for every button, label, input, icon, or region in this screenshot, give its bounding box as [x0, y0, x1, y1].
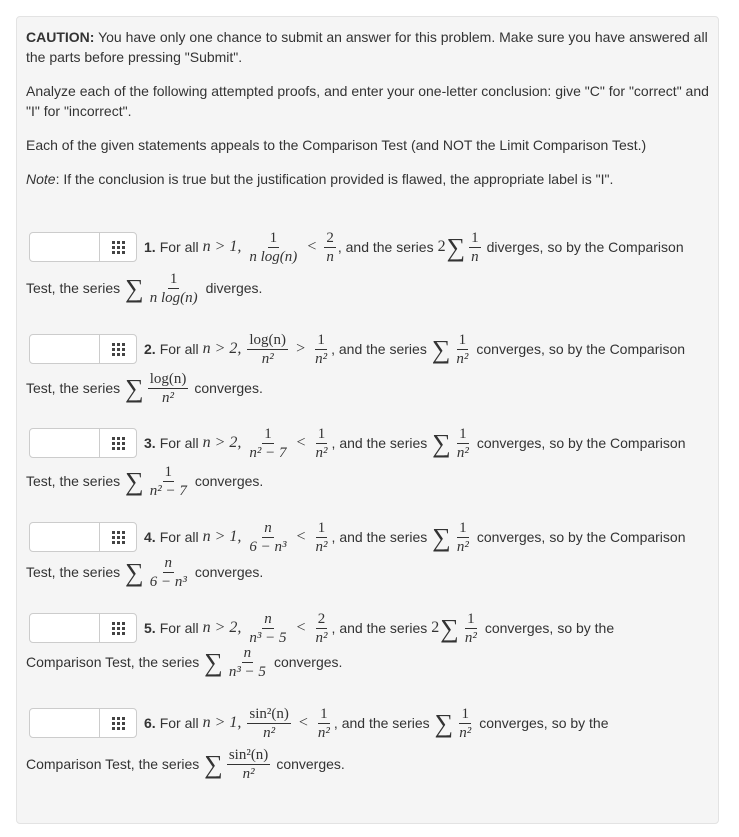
relation: < [296, 619, 306, 636]
conclusion-fraction: $\frac{\log(n)}{\text{n²}}$ [149, 370, 187, 406]
series-fraction: $\frac{1}{n}$ [471, 229, 479, 265]
test-series-text: Test, the series [26, 280, 121, 296]
lhs-fraction: $\frac{\text{sin²(n)}}{\text{n²}}$ [249, 705, 289, 741]
conclusion-fraction: $\frac{n}{\text{n³ − 5}}$ [228, 644, 266, 680]
for-all-text: For all [159, 715, 199, 731]
conclusion-fraction: $\frac{1}{\text{n log(n)}}$ [149, 270, 198, 306]
series-fraction: $\frac{1}{\text{n²}}$ [459, 705, 472, 741]
rhs-fraction: $\frac{1}{\text{n²}}$ [315, 331, 328, 367]
conclusion-fraction: $\frac{\text{sin²(n)}}{\text{n²}}$ [228, 746, 269, 782]
problem-1-line-1 [144, 229, 684, 265]
test-series-text: Test, the series [26, 473, 121, 489]
for-all-text: For all [159, 529, 199, 545]
lhs-fraction: $\frac{n}{\text{6 − n³}}$ [249, 519, 287, 555]
and-series-text: , and the series [331, 620, 428, 636]
rhs-fraction: $\frac{2}{n}$ [326, 229, 334, 265]
condition: n > 1, [202, 528, 242, 545]
and-series-text: , and the series [337, 239, 434, 255]
answer-input-6[interactable] [30, 709, 102, 737]
answer-box-2[interactable] [29, 334, 137, 364]
answer-box-1[interactable] [29, 232, 137, 262]
problem-5-line-1 [144, 610, 615, 646]
problem-number: 6. [144, 715, 156, 731]
caution-text: You have only one chance to submit an answer for this problem. Make sure you have answered all the parts before pressing "Submit". [26, 29, 708, 65]
sigma-icon: ∑ [440, 614, 459, 643]
verdict: converges, [476, 435, 546, 451]
problem-number: 5. [144, 620, 156, 636]
sigma-icon: ∑ [431, 335, 451, 364]
test-series-text: Test, the series [26, 380, 121, 396]
caution-paragraph [26, 27, 716, 67]
conclusion: converges. [276, 756, 345, 772]
verdict: converges, [476, 341, 545, 357]
grid-icon [112, 531, 125, 544]
sigma-icon: ∑ [434, 709, 454, 738]
comparison-series-text: Comparison Test, the series [26, 654, 200, 670]
sigma-icon: ∑ [432, 429, 451, 458]
sigma-icon: ∑ [204, 648, 223, 677]
problem-4-line-2 [26, 554, 264, 590]
condition: n > 2, [202, 434, 242, 451]
answer-input-3[interactable] [30, 429, 102, 457]
answer-box-6[interactable] [29, 708, 137, 738]
answer-box-3[interactable] [29, 428, 137, 458]
comparison-paragraph: Each of the given statements appeals to the Comparison Test (and NOT the Limit Comparison Test.) [26, 137, 647, 153]
lhs-fraction: $\frac{1}{\text{n log(n)}}$ [249, 229, 298, 265]
problem-3-line-2 [26, 463, 264, 499]
conclusion: diverges. [205, 280, 263, 296]
problem-4-line-1 [144, 519, 686, 555]
conclusion: converges. [194, 473, 264, 489]
sigma-icon: ∑ [125, 467, 144, 496]
and-series-text: , and the series [331, 435, 428, 451]
relation: < [307, 238, 317, 255]
answer-box-5[interactable] [29, 613, 137, 643]
conclusion-fraction: $\frac{n}{\text{6 − n³}}$ [149, 554, 187, 590]
problem-6-line-2 [26, 746, 345, 782]
problem-2-line-2 [26, 370, 263, 406]
problem-3-line-1 [144, 425, 686, 461]
series-fraction: $\frac{1}{\text{n²}}$ [464, 610, 477, 646]
so-by-text: so by the [557, 620, 615, 636]
sigma-icon: ∑ [125, 374, 144, 403]
conclusion-fraction: $\frac{1}{\text{n² − 7}}$ [149, 463, 187, 499]
relation: < [296, 528, 306, 545]
problem-2-line-1 [144, 331, 686, 367]
problem-number: 3. [144, 435, 156, 451]
problem-5-line-2 [26, 644, 343, 680]
sigma-icon: ∑ [204, 750, 223, 779]
so-by-text: so by the [551, 715, 609, 731]
and-series-text: , and the series [331, 529, 428, 545]
rhs-fraction: $\frac{1}{\text{n²}}$ [315, 425, 328, 461]
condition: n > 1, [202, 714, 242, 731]
for-all-text: For all [159, 341, 199, 357]
relation: > [296, 340, 306, 357]
lhs-fraction: $\frac{1}{\text{n² − 7}}$ [249, 425, 287, 461]
conclusion: converges. [194, 564, 264, 580]
lhs-fraction: $\frac{n}{\text{n³ − 5}}$ [249, 610, 287, 646]
rhs-fraction: $\frac{1}{\text{n²}}$ [317, 705, 330, 741]
condition: n > 1, [202, 238, 242, 255]
problem-number: 4. [144, 529, 156, 545]
conclusion: converges. [194, 380, 263, 396]
palette-button-1[interactable] [99, 233, 136, 261]
test-series-text: Test, the series [26, 564, 121, 580]
sigma-icon: ∑ [125, 274, 144, 303]
problem-6-line-1 [144, 705, 609, 741]
verdict: converges, [484, 620, 554, 636]
and-series-text: , and the series [333, 715, 430, 731]
for-all-text: For all [159, 620, 199, 636]
grid-icon [112, 717, 125, 730]
verdict: diverges, [486, 239, 544, 255]
verdict: converges, [476, 529, 546, 545]
conclusion: converges. [273, 654, 343, 670]
series-fraction: $\frac{1}{\text{n²}}$ [456, 519, 469, 555]
answer-input-5[interactable] [30, 614, 102, 642]
condition: n > 2, [202, 619, 242, 636]
sigma-icon: ∑ [446, 233, 466, 262]
problem-number: 2. [144, 341, 156, 357]
relation: < [298, 714, 308, 731]
sigma-icon: ∑ [125, 558, 144, 587]
series-coefficient: 2 [431, 619, 440, 636]
so-by-text: so by the Comparison [549, 435, 686, 451]
palette-button-6[interactable] [99, 709, 136, 737]
rhs-fraction: $\frac{2}{\text{n²}}$ [315, 610, 328, 646]
problem-number: 1. [144, 239, 156, 255]
and-series-text: , and the series [331, 341, 427, 357]
series-coefficient: 2 [437, 238, 446, 255]
so-by-text: so by the Comparison [548, 341, 686, 357]
grid-icon [112, 622, 125, 635]
answer-box-4[interactable] [29, 522, 137, 552]
palette-button-2[interactable] [99, 335, 136, 363]
condition: n > 2, [202, 340, 242, 357]
so-by-text: so by the Comparison [549, 529, 686, 545]
series-fraction: $\frac{1}{\text{n²}}$ [456, 425, 469, 461]
note-label: Note [26, 171, 56, 187]
so-by-text: so by the Comparison [547, 239, 684, 255]
palette-button-4[interactable] [99, 523, 136, 551]
grid-icon [112, 437, 125, 450]
note-paragraph [26, 169, 716, 189]
answer-input-1[interactable] [30, 233, 102, 261]
for-all-text: For all [159, 435, 199, 451]
problem-1-line-2 [26, 270, 263, 306]
grid-icon [112, 241, 125, 254]
verdict: converges, [479, 715, 548, 731]
palette-button-5[interactable] [99, 614, 136, 642]
analyze-paragraph: Analyze each of the following attempted proofs, and enter your one-letter conclusion: give "C" for "correct" and "I" for "incorrect". [26, 83, 709, 119]
palette-button-3[interactable] [99, 429, 136, 457]
grid-icon [112, 343, 125, 356]
series-fraction: $\frac{1}{\text{n²}}$ [456, 331, 469, 367]
answer-input-4[interactable] [30, 523, 102, 551]
lhs-fraction: $\frac{\log(n)}{\text{n²}}$ [249, 331, 287, 367]
relation: < [296, 434, 306, 451]
rhs-fraction: $\frac{1}{\text{n²}}$ [315, 519, 328, 555]
note-text: : If the conclusion is true but the justification provided is flawed, the appropriate label is "I". [55, 171, 614, 187]
for-all-text: For all [159, 239, 199, 255]
answer-input-2[interactable] [30, 335, 102, 363]
comparison-series-text: Comparison Test, the series [26, 756, 200, 772]
sigma-icon: ∑ [432, 523, 451, 552]
caution-label: CAUTION: [26, 29, 95, 45]
